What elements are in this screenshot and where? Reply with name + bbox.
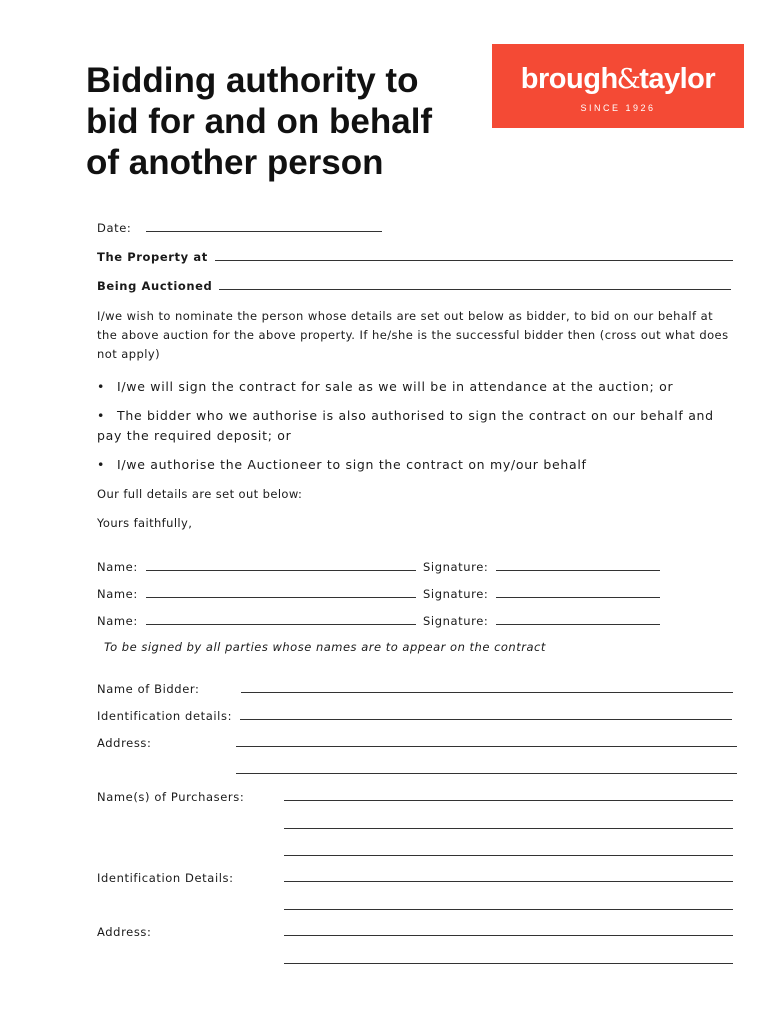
details-text: Our full details are set out below:: [97, 487, 303, 501]
auctioned-label: Being Auctioned: [97, 279, 213, 293]
page-title: [86, 60, 486, 183]
date-label: Date:: [97, 221, 132, 235]
logo-wordmark: brough&taylor: [520, 63, 716, 95]
purchasers-address-line-1[interactable]: [284, 935, 733, 936]
purchasers-address-label: Address:: [97, 925, 152, 939]
bullet-item-2: • The bidder who we authorise is also authorised to sign the contract on our behalf and pay the required deposit; or: [97, 408, 714, 443]
date-field-line[interactable]: [146, 231, 382, 232]
signer-2-name-label: Name:: [97, 587, 138, 601]
purchasers-id-label: Identification Details:: [97, 871, 234, 885]
brand-logo: [492, 44, 744, 128]
signer-2-signature-line[interactable]: [496, 597, 660, 598]
signer-1-signature-line[interactable]: [496, 570, 660, 571]
bidder-id-label: Identification details:: [97, 709, 233, 723]
signer-3-name-line[interactable]: [146, 624, 416, 625]
bidder-address-line-1[interactable]: [236, 746, 737, 747]
signer-1-name-label: Name:: [97, 560, 138, 574]
bidder-id-line[interactable]: [240, 719, 732, 720]
title-line-3: of another person: [86, 143, 384, 182]
bidder-address-label: Address:: [97, 736, 152, 750]
bidder-name-line[interactable]: [241, 692, 733, 693]
purchasers-names-label: Name(s) of Purchasers:: [97, 790, 245, 804]
bidder-name-label: Name of Bidder:: [97, 682, 200, 696]
purchasers-names-line-2[interactable]: [284, 828, 733, 829]
intro-paragraph: I/we wish to nominate the person whose details are set out below as bidder, to bid on our behalf at the above auction for the above property. If he/she is the successful bidder then (cross out what does not apply): [97, 309, 729, 361]
signer-2-signature-label: Signature:: [423, 587, 489, 601]
title-line-1: Bidding authority to: [86, 61, 419, 100]
purchasers-id-line-1[interactable]: [284, 881, 733, 882]
signer-1-name-line[interactable]: [146, 570, 416, 571]
purchasers-id-line-2[interactable]: [284, 909, 733, 910]
closing-text: Yours faithfully,: [97, 516, 193, 530]
property-field-line[interactable]: [215, 260, 733, 261]
signer-3-name-label: Name:: [97, 614, 138, 628]
bidder-address-line-2[interactable]: [236, 773, 737, 774]
bullet-item-3: • I/we authorise the Auctioneer to sign the contract on my/our behalf: [97, 457, 587, 472]
logo-since: SINCE 1926: [580, 103, 656, 113]
auctioned-field-line[interactable]: [219, 289, 731, 290]
bullet-item-1: • I/we will sign the contract for sale as we will be in attendance at the auction; or: [97, 379, 674, 394]
signer-3-signature-label: Signature:: [423, 614, 489, 628]
sign-note: To be signed by all parties whose names are to appear on the contract: [104, 640, 546, 654]
title-line-2: bid for and on behalf: [86, 102, 433, 141]
purchasers-names-line-1[interactable]: [284, 800, 733, 801]
signer-3-signature-line[interactable]: [496, 624, 660, 625]
signer-2-name-line[interactable]: [146, 597, 416, 598]
property-label: The Property at: [97, 250, 208, 264]
signer-1-signature-label: Signature:: [423, 560, 489, 574]
purchasers-address-line-2[interactable]: [284, 963, 733, 964]
purchasers-names-line-3[interactable]: [284, 855, 733, 856]
